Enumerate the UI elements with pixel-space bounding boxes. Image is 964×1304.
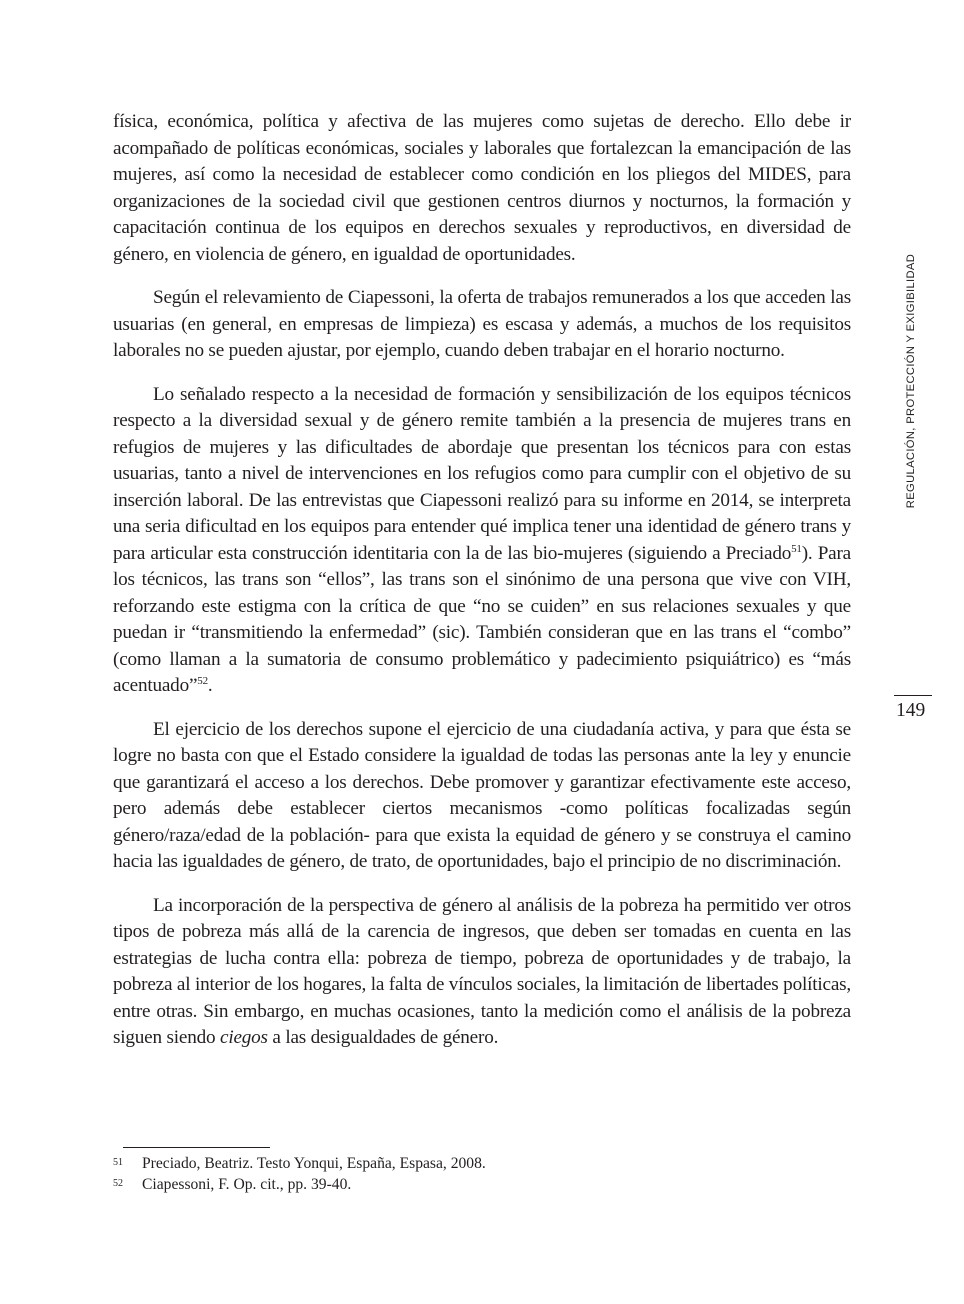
paragraph-5 [113, 893, 851, 1052]
footnote-number: 52 [113, 1178, 123, 1189]
paragraph-3-text-c: . [207, 675, 213, 696]
footnote-ref-52: 52 [197, 675, 208, 687]
paragraph-3 [113, 382, 851, 700]
footnote-text: Ciapessoni, F. Op. cit., pp. 39-40. [142, 1176, 352, 1193]
footnotes [113, 1153, 853, 1195]
paragraph-5-text-a: La incorporación de la perspectiva de género al análisis de la pobreza ha permitido ver otros tipos de pobreza más allá de la carencia de ingresos, que deben ser tomadas en cuenta en las estrategias de lucha contra ella: pobreza de tiempo, pobreza de oportunidades y de trabajo, la pobreza al interior de los hogares, la falta de vínculos sociales, la limitación de libertades políticas, entre otras. Sin embargo, en muchas ocasiones, tanto la medición como el análisis de la pobreza siguen siendo [113, 894, 851, 1048]
footnote-51 [113, 1153, 853, 1174]
footnote-text: Preciado, Beatriz. Testo Yonqui, España, Espasa, 2008. [142, 1155, 486, 1172]
paragraph-1: física, económica, política y afectiva de las mujeres como sujetas de derecho. Ello debe ir acompañado de políticas económicas, sociales y laborales que fortalezcan la emancipación de las mujeres, así como la necesidad de establecer como condición en los pliegos del MIDES, para organizaciones de la sociedad civil que gestionen centros diurnos y nocturnos, la formación y capacitación continua de los equipos en derechos sexuales y reproductivos, en diversidad de género, en violencia de género, en igualdad de oportunidades. [113, 111, 851, 265]
paragraph-3-text-a: Lo señalado respecto a la necesidad de formación y sensibilización de los equipos técnicos respecto a la diversidad sexual y de género remite también a la presencia de mujeres trans en refugios de mujeres y las dificultades de abordaje que presentan los técnicos para con estas usuarias, tanto a nivel de intervenciones en los refugios como para cumplir con el objetivo de su inserción laboral. De las entrevistas que Ciapessoni realizó para su informe en 2014, se interpreta una seria dificultad en los equipos para entender qué implica tener una identidad de género trans y para articular esta construcción identitaria con la de las bio-mujeres (siguiendo a Preciado [113, 383, 851, 564]
main-text [113, 109, 851, 1069]
running-head-text: REGULACIÓN, PROTECCIÓN Y EXIGIBILIDAD [905, 253, 917, 509]
emphasis-word: ciegos [220, 1027, 268, 1048]
paragraph-3-text-b: ). Para los técnicos, las trans son “ellos”, las trans son el sinónimo de una persona que vive con VIH, reforzando este estigma con la crítica de que “no se cuiden” en sus relaciones sexuales y que puedan ir “transmitiendo la enfermedad” (sic). También consideran que en las trans el “combo” (como llaman a la sumatoria de consumo problemático y padecimiento psiquiátrico) es “más acentuado” [113, 542, 851, 696]
paragraph-4: El ejercicio de los derechos supone el ejercicio de una ciudadanía activa, y para que ésta se logre no basta con que el Estado considere la igualdad de todas las personas ante la ley y enuncie que garantizará el acceso a los derechos. Debe promover y garantizar efectivamente este acceso, pero además debe establecer ciertos mecanismos -como políticas focalizadas según género/raza/edad de la población- para que exista la equidad de género y se construya el camino hacia las igualdades de género, de trato, de oportunidades, bajo el principio de no discriminación. [113, 718, 851, 872]
footnote-52 [113, 1174, 853, 1195]
paragraph-5-text-b: a las desigualdades de género. [267, 1027, 499, 1048]
footnote-separator [123, 1147, 270, 1148]
page-number: 149 [896, 700, 926, 721]
paragraph-2: Según el relevamiento de Ciapessoni, la oferta de trabajos remunerados a los que acceden las usuarias (en general, en empresas de limpieza) es escasa y además, a muchos de los requisitos laborales no se pueden ajustar, por ejemplo, cuando deben trabajar en el horario nocturno. [113, 287, 851, 361]
footnote-ref-51: 51 [791, 542, 802, 555]
page-number-rule [894, 695, 932, 696]
footnote-number: 51 [113, 1157, 123, 1168]
